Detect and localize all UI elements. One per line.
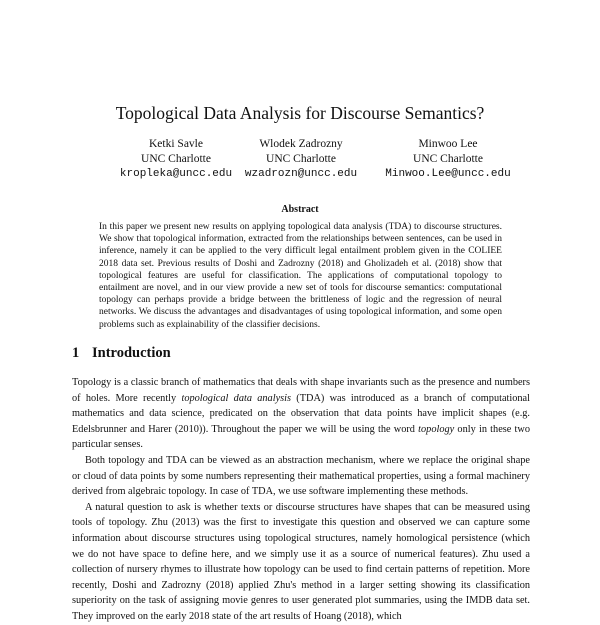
author-name: Ketki Savle xyxy=(149,138,203,150)
paragraph: A natural question to ask is whether texts or discourse structures have shapes that can be measured using tools of topology. Zhu (2013) was the first to investigate this question and observed we can capture some information about discourse structures using topological structures, namely homological persistence (which we do not have space to define here, and we simply use it as a source of numerical features). Zhu used a collection of nursery rhymes to illustrate how topology can be used to find certain patterns of repetition. More recently, Doshi and Zadrozny (2018) applied Zhu's method in a larger setting showing its classification superiority on the task of assigning movie genres to user generated plot summaries, using the IMDB data set. They improved on the early 2018 state of the art results of Hoang (2018), which xyxy=(72,501,530,622)
paragraph: Topology is a classic branch of mathematics that deals with shape invariants such as the presence and numbers of holes. More recently topological data analysis (TDA) was introduced as a branch of computational mathematics and data science, predicated on the observation that data points have implicit shapes (e.g. Edelsbrunner and Harer (2010)). Throughout the paper we will be using the word topology only in these two particular senses. xyxy=(72,377,531,451)
abstract-text: In this paper we present new results on applying topological data analysis (TDA) to discourse structures. We show that topological information, extracted from the relationships between sentences, can be used in inference, namely it can be applied to the very difficult legal entailment problem given in the COLIEE 2018 data set. Previous results of Doshi and Zadrozny (2018) and Gholizadeh et al. (2018) show that topological features are useful for classification. The applications of computational topology to entailment are novel, and in our view provide a new set of tools for discourse semantics: computational topology can perhaps provide a bridge between the brittleness of logic and the regression of neural networks. We discuss the advantages and disadvantages of using topological information, and some open problems such as explainability of the classifier decisions. xyxy=(99,222,502,330)
author-email: wzadrozn@uncc.edu xyxy=(244,168,358,180)
author-name: Minwoo Lee xyxy=(418,138,478,150)
author-name: Wlodek Zadrozny xyxy=(259,138,343,150)
section-number: 1 xyxy=(72,345,80,361)
section-body xyxy=(72,375,530,625)
abstract-heading: Abstract xyxy=(281,204,319,215)
author-email: kropleka@uncc.edu xyxy=(119,168,233,180)
paragraph: Both topology and TDA can be viewed as an abstraction mechanism, where we replace the original shape or cloud of data points by some numbers representing their mathematical properties, using a formal machinery derived from algebraic topology. In case of TDA, we use software implementing these methods. xyxy=(72,454,530,498)
author-email: Minwoo.Lee@uncc.edu xyxy=(385,168,511,180)
author-affiliation: UNC Charlotte xyxy=(141,153,211,165)
author-block xyxy=(221,137,381,182)
author-affiliation: UNC Charlotte xyxy=(266,153,336,165)
section-heading xyxy=(72,345,171,362)
paper-title: Topological Data Analysis for Discourse Semantics? xyxy=(115,103,485,123)
section-title: Introduction xyxy=(92,345,171,361)
author-affiliation: UNC Charlotte xyxy=(413,153,483,165)
author-block xyxy=(368,137,528,182)
